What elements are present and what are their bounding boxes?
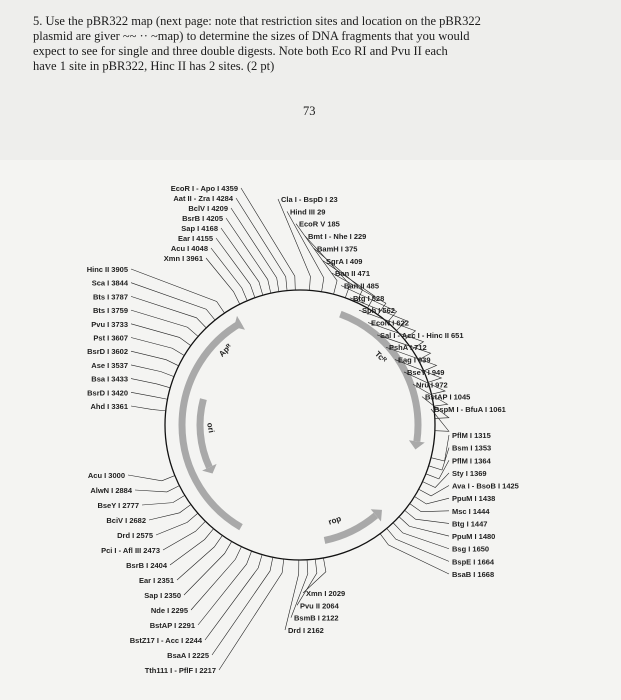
ori-label: ori	[205, 421, 216, 434]
site-right-label: Btg I 1447	[452, 519, 488, 529]
site-lower-left-label: BsrB I 2404	[126, 561, 167, 570]
site-top-right-label: Sal I - Acc I - Hinc II 651	[380, 330, 464, 340]
site-top-left-label: EcoR I - Apo I 4359	[170, 184, 238, 193]
question-line-3: expect to see for single and three double digests. Note both Eco RI and Pvu II each	[33, 44, 448, 58]
site-lower-left-label: Sap I 2350	[144, 591, 181, 600]
site-lower-left-label: Drd I 2575	[117, 531, 153, 540]
ampr-label: Apᴿ	[217, 342, 234, 359]
site-right-label: Msc I 1444	[452, 506, 490, 516]
site-lower-left-label: Tth111 I - PflF I 2217	[144, 666, 216, 675]
site-top-left-label: Xmn I 3961	[163, 254, 203, 263]
site-top-right-label: EcoN I 622	[371, 318, 409, 328]
site-right-label: Ava I - BsoB I 1425	[452, 481, 519, 491]
site-lower-left-label: BciV I 2682	[106, 516, 146, 525]
site-left-label: Ase I 3537	[91, 360, 128, 370]
site-bottom-label: Drd I 2162	[288, 626, 324, 635]
site-right-label: Bsg I 1650	[452, 544, 490, 554]
site-top-right-label: Bmt I - Nhe I 229	[308, 232, 367, 242]
site-left-label: Pvu I 3733	[91, 319, 128, 329]
site-bottom-label: BsmB I 2122	[294, 613, 339, 623]
site-left-label: Ahd I 3361	[90, 402, 128, 411]
site-lower-left-label: Acu I 3000	[87, 471, 125, 480]
site-left-label: BsrD I 3420	[87, 388, 128, 398]
site-top-right-label: Nru I 972	[416, 380, 448, 390]
site-left-label: Hinc II 3905	[86, 265, 128, 274]
site-top-left-label: Ear I 4155	[177, 234, 213, 243]
site-left-label: Bts I 3787	[92, 292, 128, 302]
site-right-label: Sty I 1369	[452, 468, 487, 478]
page-number: 73	[303, 104, 316, 118]
site-right-label: PpuM I 1480	[452, 532, 496, 542]
site-top-right-label: Eag I 939	[398, 355, 431, 365]
site-top-left-label: BclV I 4209	[188, 204, 228, 213]
site-top-right-label: SgrA I 409	[326, 256, 363, 266]
site-top-right-label: BseY I 949	[407, 367, 445, 377]
site-left-label: Sca I 3844	[91, 278, 128, 288]
site-left-label: Bsa I 3433	[91, 374, 128, 384]
site-lower-left-label: AlwN I 2884	[90, 486, 132, 495]
site-top-right-label: Sph I 562	[362, 306, 395, 316]
site-top-left-label: Acu I 4048	[170, 244, 208, 253]
site-top-left-label: BsrB I 4205	[182, 214, 223, 223]
site-top-right-label: Ban II 471	[335, 269, 371, 279]
site-lower-left-label: BstAP I 2291	[149, 621, 195, 630]
site-left-label: Bts I 3759	[92, 306, 128, 316]
site-top-right-label: Btg I 528	[353, 293, 385, 303]
site-top-left-label: Aat II - Zra I 4284	[173, 194, 233, 203]
site-bottom-label: Pvu II 2064	[300, 601, 339, 611]
rop-label: rop	[327, 514, 343, 527]
site-lower-left-label: Nde I 2295	[150, 606, 188, 615]
site-left-label: BsrD I 3602	[87, 347, 128, 357]
site-lower-left-label: Pci I - Afl III 2473	[101, 546, 160, 555]
site-right-label: PpuM I 1438	[452, 494, 496, 504]
site-lower-left-label: BstZ17 I - Acc I 2244	[129, 636, 202, 645]
site-top-right-label: Ban II 485	[344, 281, 380, 291]
site-top-right-label: Cla I - BspD I 23	[281, 195, 338, 204]
site-lower-left-label: Ear I 2351	[138, 576, 174, 585]
question-line-4: have 1 site in pBR322, Hinc II has 2 sites. (2 pt)	[33, 59, 275, 73]
site-lower-left-label: BsaA I 2225	[167, 651, 209, 660]
site-left-label: Pst I 3607	[93, 333, 128, 343]
site-top-right-label: PshA I 712	[389, 343, 427, 353]
site-right-label: BspE I 1664	[452, 557, 495, 567]
question-line-2: plasmid are giver ~~ ·· ~map) to determine the sizes of DNA fragments that you would	[33, 29, 470, 43]
site-right-label: BsaB I 1668	[452, 570, 495, 579]
question-line-1: 5. Use the pBR322 map (next page: note that restriction sites and location on the pBR322	[33, 14, 481, 28]
site-lower-left-label: BseY I 2777	[97, 501, 139, 510]
tetr-label: Tcᴿ	[373, 349, 389, 365]
site-top-right-label: EcoR V 185	[299, 219, 340, 229]
site-right-label: PflM I 1364	[452, 456, 491, 466]
site-right-label: Bsm I 1353	[452, 443, 492, 453]
site-top-right-label: BstAP I 1045	[425, 392, 471, 402]
site-top-right-label: BspM I - BfuA I 1061	[434, 405, 506, 414]
site-right-label: PflM I 1315	[452, 431, 491, 440]
site-bottom-label: Xmn I 2029	[306, 589, 346, 598]
site-top-left-label: Sap I 4168	[181, 224, 218, 233]
site-top-right-label: Hind III 29	[290, 207, 326, 217]
site-top-right-label: BamH I 375	[317, 244, 358, 254]
